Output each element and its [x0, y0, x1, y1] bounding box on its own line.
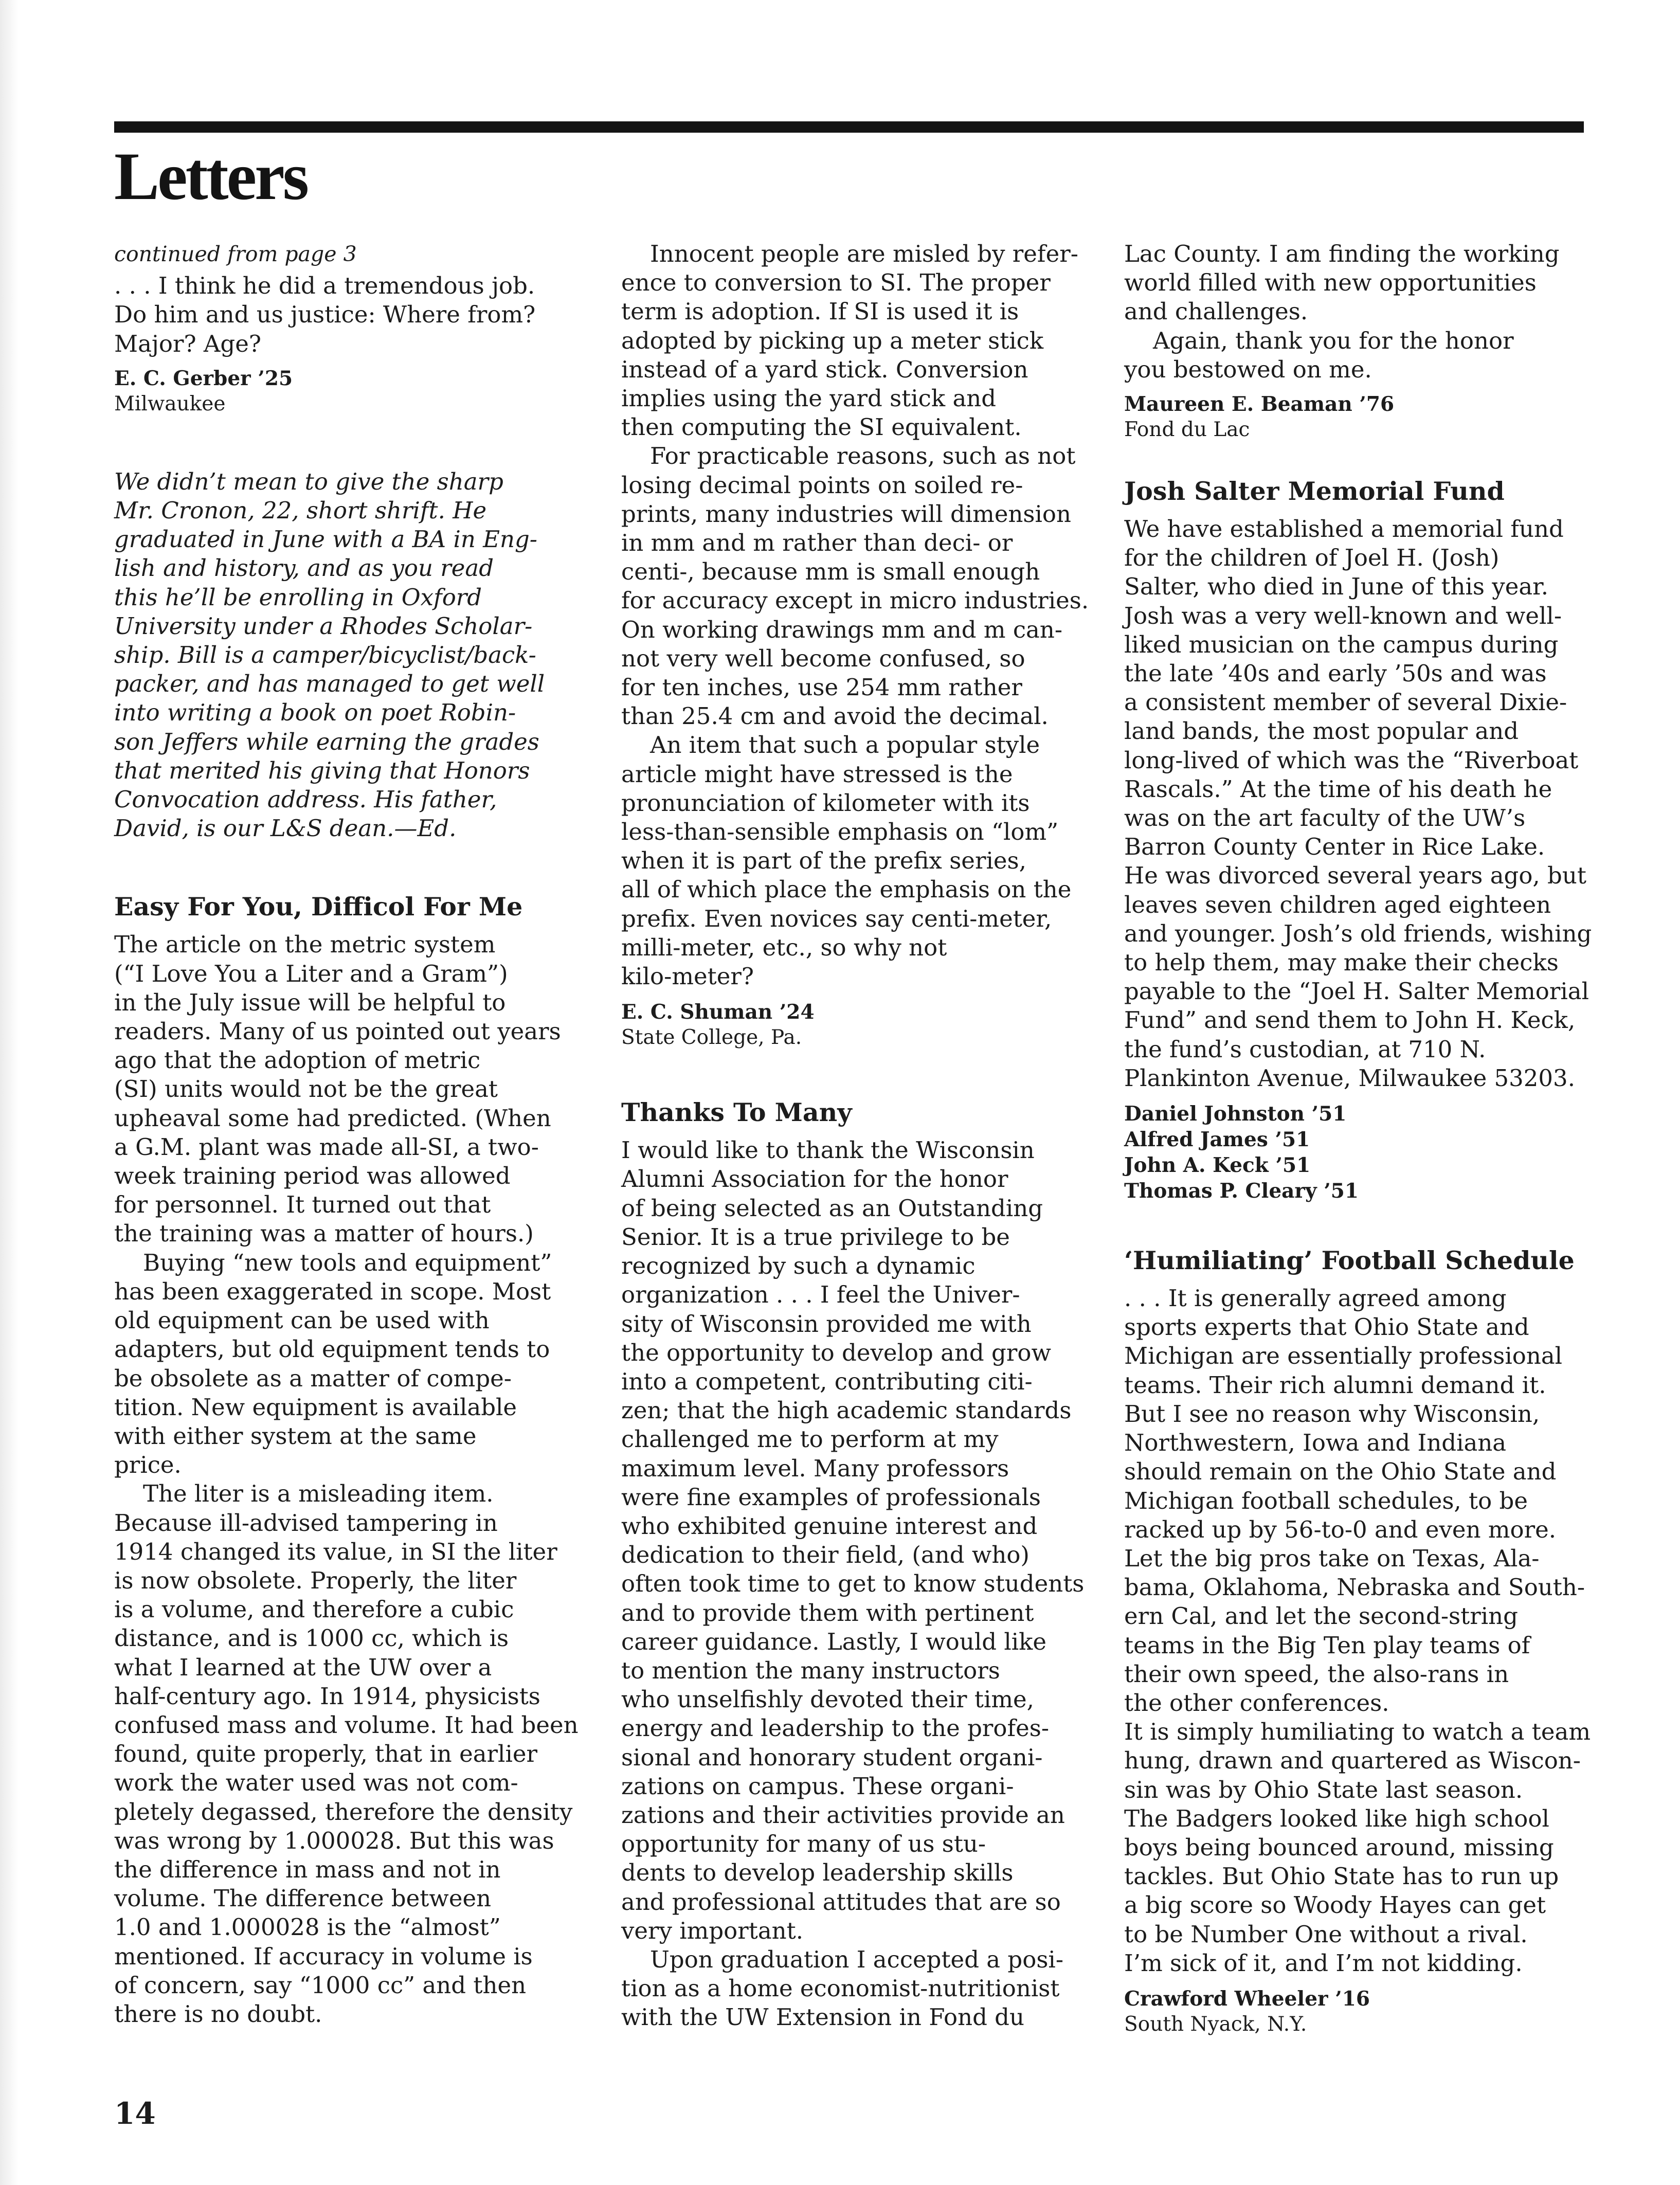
text-line: dedication to their field, (and who) [621, 1541, 1029, 1569]
text-line: and professional attitudes that are so [621, 1888, 1061, 1916]
text-line: The liter is a misleading item. [143, 1480, 494, 1508]
text-line: It is simply humiliating to watch a team [1124, 1718, 1591, 1746]
text-line: opportunity for many of us stu- [621, 1830, 986, 1858]
text-line: recognized by such a dynamic [621, 1252, 976, 1280]
signature-name: E. C. Gerber ’25 [114, 366, 293, 390]
text-line: . . . I think he did a tremendous job. [114, 272, 535, 300]
text-line: for ten inches, use 254 mm rather [621, 674, 1022, 701]
text-line: Do him and us justice: Where from? [114, 301, 536, 329]
text-line: adopted by picking up a meter stick [621, 327, 1044, 354]
editor-note [114, 467, 582, 843]
text-line: kilo-meter? [621, 963, 754, 990]
text-line: upheaval some had predicted. (When [114, 1104, 551, 1132]
text-line: Rascals.” At the time of his death he [1124, 775, 1552, 803]
text-line: But I see no reason why Wisconsin, [1124, 1400, 1540, 1428]
text-line: We have established a memorial fund [1124, 515, 1564, 543]
text-line: who unselfishly devoted their time, [621, 1686, 1034, 1713]
text-line: with either system at the same [114, 1422, 477, 1450]
text-line: 1.0 and 1.000028 is the “almost” [114, 1913, 501, 1941]
text-line: Michigan football schedules, to be [1124, 1487, 1528, 1514]
text-line: price. [114, 1451, 182, 1479]
header-rule [114, 121, 1584, 133]
text-line: bama, Oklahoma, Nebraska and South- [1124, 1574, 1585, 1601]
text-line: adapters, but old equipment tends to [114, 1335, 550, 1363]
text-line: the opportunity to develop and grow [621, 1339, 1051, 1366]
text-line: often took time to get to know students [621, 1570, 1085, 1598]
text-line: then computing the SI equivalent. [621, 413, 1022, 441]
text-line: Alumni Association for the honor [621, 1165, 1008, 1193]
letter-metric-continued [621, 240, 1089, 991]
text-line: Fund” and send them to John H. Keck, [1124, 1006, 1576, 1034]
text-line: and younger. Josh’s old friends, wishing [1124, 919, 1592, 947]
text-line: for the children of Joel H. (Josh) [1124, 544, 1500, 572]
text-line: term is adoption. If SI is used it is [621, 298, 1019, 326]
text-line: ence to conversion to SI. The proper [621, 269, 1051, 297]
text-line: week training period was allowed [114, 1162, 511, 1190]
text-line: Buying “new tools and equipment” [143, 1249, 552, 1276]
text-line: into a competent, contributing citi- [621, 1367, 1033, 1395]
text-line: when it is part of the prefix series, [621, 847, 1026, 875]
text-line: there is no doubt. [114, 2000, 322, 2028]
text-line: We didn’t mean to give the sharp [114, 467, 503, 495]
letter-heading: Josh Salter Memorial Fund [1124, 476, 1505, 507]
text-line: their own speed, the also-rans in [1124, 1660, 1509, 1688]
text-line: were fine examples of professionals [621, 1483, 1041, 1511]
text-line: for accuracy except in micro industries. [621, 587, 1089, 615]
signature-name: Crawford Wheeler ’16 [1124, 1987, 1370, 2011]
text-line: the other conferences. [1124, 1689, 1389, 1717]
text-line: pronunciation of kilometer with its [621, 789, 1030, 817]
text-line: distance, and is 1000 cc, which is [114, 1624, 509, 1652]
text-line: An item that such a popular style [650, 731, 1040, 759]
signature-name: Daniel Johnston ’51 [1124, 1102, 1347, 1126]
page-edge-shadow [0, 0, 19, 2185]
text-line: confused mass and volume. It had been [114, 1711, 579, 1739]
text-line: of concern, say “1000 cc” and then [114, 1971, 527, 1999]
text-line: less-than-sensible emphasis on “lom” [621, 818, 1059, 846]
text-line: liked musician on the campus during [1124, 630, 1559, 658]
text-line: graduated in June with a BA in Eng- [114, 526, 538, 553]
signature-name: John A. Keck ’51 [1124, 1153, 1311, 1178]
text-line: zen; that the high academic standards [621, 1397, 1072, 1424]
letter-memorial-fund [1124, 515, 1592, 1093]
text-line: in mm and m rather than deci- or [621, 529, 1013, 557]
letter-gerber [114, 272, 582, 358]
text-line: prefix. Even novices say centi-meter, [621, 905, 1052, 932]
letter-heading: Thanks To Many [621, 1097, 852, 1128]
text-line: son Jeffers while earning the grades [114, 728, 539, 755]
text-line: tition. New equipment is available [114, 1393, 517, 1421]
text-line: hung, drawn and quartered as Wiscon- [1124, 1747, 1581, 1775]
text-line: lish and history, and as you read [114, 554, 494, 582]
text-line: instead of a yard stick. Conversion [621, 355, 1028, 383]
text-line: old equipment can be used with [114, 1307, 490, 1334]
text-line: David, is our L&S dean.—Ed. [114, 815, 457, 842]
text-line: The Badgers looked like high school [1124, 1804, 1549, 1832]
text-line: dents to develop leadership skills [621, 1859, 1014, 1887]
text-line: work the water used was not com- [114, 1769, 518, 1797]
text-line: with the UW Extension in Fond du [621, 2003, 1024, 2031]
letter-metric [114, 930, 582, 2029]
text-line: energy and leadership to the profes- [621, 1714, 1050, 1742]
text-line: readers. Many of us pointed out years [114, 1018, 561, 1045]
text-line: not very well become confused, so [621, 644, 1025, 672]
text-line: a consistent member of several Dixie- [1124, 689, 1567, 716]
signature-name: Maureen E. Beaman ’76 [1124, 392, 1395, 417]
text-line: packer, and has managed to get well [114, 670, 545, 698]
text-line: prints, many industries will dimension [621, 500, 1071, 528]
text-line: Major? Age? [114, 330, 261, 357]
text-line: organization . . . I feel the Univer- [621, 1281, 1020, 1309]
text-line: is a volume, and therefore a cubic [114, 1596, 514, 1623]
text-line: I would like to thank the Wisconsin [621, 1136, 1035, 1164]
signature-place: Milwaukee [114, 392, 226, 416]
text-line: tion as a home economist-nutritionist [621, 1975, 1060, 2002]
text-line: long-lived of which was the “Riverboat [1124, 746, 1579, 774]
signature-name: Thomas P. Cleary ’51 [1124, 1179, 1359, 1203]
text-line: challenged me to perform at my [621, 1425, 999, 1453]
text-line: of being selected as an Outstanding [621, 1194, 1043, 1222]
text-line: maximum level. Many professors [621, 1454, 1009, 1482]
text-line: has been exaggerated in scope. Most [114, 1277, 551, 1305]
text-line: teams. Their rich alumni demand it. [1124, 1371, 1546, 1399]
text-line: 1914 changed its value, in SI the liter [114, 1538, 557, 1565]
text-line: losing decimal points on soiled re- [621, 471, 1023, 499]
text-line: Convocation address. His father, [114, 786, 497, 814]
text-line: For practicable reasons, such as not [650, 442, 1076, 470]
text-line: milli-meter, etc., so why not [621, 933, 947, 961]
text-line: is now obsolete. Properly, the liter [114, 1566, 517, 1594]
text-line: racked up by 56-to-0 and even more. [1124, 1515, 1557, 1543]
text-line: implies using the yard stick and [621, 385, 997, 412]
text-line: University under a Rhodes Scholar- [114, 612, 533, 640]
text-line: ship. Bill is a camper/bicyclist/back- [114, 641, 536, 669]
text-line: (SI) units would not be the great [114, 1075, 498, 1103]
letter-heading: ‘Humiliating’ Football Schedule [1124, 1245, 1575, 1276]
text-line: the training was a matter of hours.) [114, 1220, 534, 1248]
letter-football [1124, 1284, 1592, 1978]
text-line: in the July issue will be helpful to [114, 988, 506, 1016]
text-line: you bestowed on me. [1124, 355, 1372, 383]
text-line: who exhibited genuine interest and [621, 1512, 1038, 1540]
column-1 [114, 240, 582, 2029]
text-line: sports experts that Ohio State and [1124, 1313, 1529, 1341]
text-line: sin was by Ohio State last season. [1124, 1776, 1523, 1803]
text-line: On working drawings mm and m can- [621, 616, 1063, 643]
text-line: Plankinton Avenue, Milwaukee 53203. [1124, 1064, 1575, 1092]
text-line: be obsolete as a matter of compe- [114, 1364, 512, 1392]
text-line: teams in the Big Ten play teams of [1124, 1631, 1530, 1659]
text-line: Northwestern, Iowa and Indiana [1124, 1429, 1507, 1457]
text-line: The article on the metric system [114, 931, 496, 959]
text-line: sional and honorary student organi- [621, 1743, 1043, 1771]
text-line: was wrong by 1.000028. But this was [114, 1827, 554, 1854]
text-line: this he’ll be enrolling in Oxford [114, 583, 482, 611]
text-line: Salter, who died in June of this year. [1124, 573, 1549, 601]
text-line: should remain on the Ohio State and [1124, 1458, 1557, 1486]
text-line: Again, thank you for the honor [1153, 327, 1514, 354]
column-2 [621, 240, 1089, 2032]
text-line: all of which place the emphasis on the [621, 876, 1072, 904]
text-line: volume. The difference between [114, 1885, 492, 1912]
text-line: career guidance. Lastly, I would like [621, 1628, 1047, 1655]
text-line: Senior. It is a true privilege to be [621, 1223, 1010, 1251]
text-line: ago that the adoption of metric [114, 1046, 481, 1074]
signature-list [1124, 1101, 1592, 1204]
text-line: Lac County. I am finding the working [1124, 240, 1560, 267]
text-line: to mention the many instructors [621, 1656, 1000, 1684]
text-line: Upon graduation I accepted a posi- [650, 1945, 1064, 1973]
text-line: the late ’40s and early ’50s and was [1124, 660, 1547, 688]
text-line: into writing a book on poet Robin- [114, 699, 516, 727]
text-line: Mr. Cronon, 22, short shrift. He [114, 497, 487, 525]
text-line: . . . It is generally agreed among [1124, 1285, 1507, 1312]
text-line: was on the art faculty of the UW’s [1124, 804, 1526, 832]
text-line: article might have stressed is the [621, 760, 1013, 788]
text-line: boys being bounced around, missing [1124, 1833, 1554, 1861]
text-line: the fund’s custodian, at 710 N. [1124, 1035, 1486, 1063]
letter-heading: Easy For You, Difficol For Me [114, 892, 523, 922]
text-line: for personnel. It turned out that [114, 1191, 491, 1219]
text-line: what I learned at the UW over a [114, 1653, 492, 1681]
text-line: very important. [621, 1917, 804, 1944]
text-line: zations and their activities provide an [621, 1801, 1065, 1829]
signature-name: E. C. Shuman ’24 [621, 1000, 815, 1024]
text-line: leaves seven children aged eighteen [1124, 891, 1551, 918]
text-line: (“I Love You a Liter and a Gram”) [114, 960, 508, 987]
section-title: Letters [114, 138, 308, 214]
text-line: and to provide them with pertinent [621, 1599, 1034, 1627]
text-line: land bands, the most popular and [1124, 717, 1519, 745]
text-line: world filled with new opportunities [1124, 269, 1537, 297]
text-line: Barron County Center in Rice Lake. [1124, 833, 1545, 861]
page-number: 14 [114, 2096, 156, 2131]
text-line: zations on campus. These organi- [621, 1772, 1014, 1800]
text-line: tackles. But Ohio State has to run up [1124, 1863, 1559, 1890]
text-line: ern Cal, and let the second-string [1124, 1602, 1518, 1630]
letter-thanks [621, 1136, 1089, 2032]
text-line: and challenges. [1124, 298, 1308, 326]
text-line: He was divorced several years ago, but [1124, 862, 1586, 890]
text-line: I’m sick of it, and I’m not kidding. [1124, 1949, 1523, 1977]
text-line: sity of Wisconsin provided me with [621, 1310, 1032, 1338]
text-line: found, quite properly, that in earlier [114, 1740, 537, 1768]
continued-note: continued from page 3 [114, 242, 357, 266]
text-line: mentioned. If accuracy in volume is [114, 1942, 533, 1970]
text-line: payable to the “Joel H. Salter Memorial [1124, 978, 1589, 1005]
text-line: a G.M. plant was made all-SI, a two- [114, 1133, 539, 1161]
signature-name: Alfred James ’51 [1124, 1128, 1310, 1152]
signature-place: State College, Pa. [621, 1026, 802, 1050]
text-line: the difference in mass and not in [114, 1855, 501, 1883]
letter-thanks-continued [1124, 240, 1592, 384]
text-line: a big score so Woody Hayes can get [1124, 1891, 1546, 1919]
text-line: Because ill-advised tampering in [114, 1509, 498, 1537]
text-line: pletely degassed, therefore the density [114, 1798, 573, 1826]
column-3 [1124, 240, 1592, 2037]
text-line: Michigan are essentially professional [1124, 1342, 1563, 1370]
text-line: Let the big pros take on Texas, Ala- [1124, 1544, 1540, 1572]
text-line: to be Number One without a rival. [1124, 1920, 1528, 1948]
text-line: centi-, because mm is small enough [621, 558, 1040, 586]
text-line: Innocent people are misled by refer- [650, 240, 1078, 267]
signature-place: Fond du Lac [1124, 418, 1250, 442]
text-line: than 25.4 cm and avoid the decimal. [621, 702, 1049, 730]
text-line: half-century ago. In 1914, physicists [114, 1682, 540, 1710]
text-line: to help them, may make their checks [1124, 949, 1559, 977]
text-line: that merited his giving that Honors [114, 756, 530, 784]
signature-place: South Nyack, N.Y. [1124, 2012, 1307, 2036]
text-line: Josh was a very well-known and well- [1124, 602, 1562, 629]
